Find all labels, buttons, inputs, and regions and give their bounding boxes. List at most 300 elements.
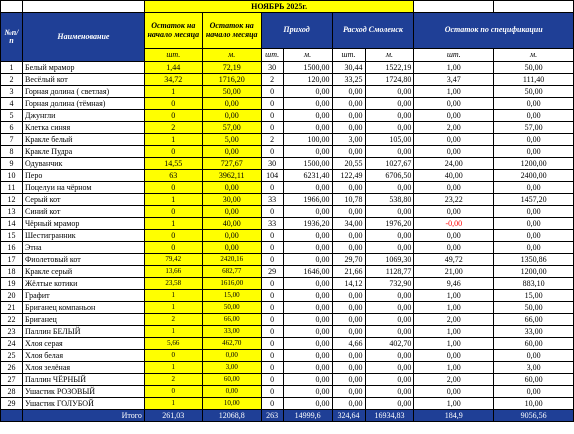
row-expense-m[interactable]: 0,00 — [365, 350, 414, 362]
row-number[interactable]: 2 — [1, 74, 23, 86]
row-balance-qty[interactable]: 1,00 — [414, 302, 494, 314]
row-expense-m[interactable]: 1069,30 — [365, 254, 414, 266]
row-number[interactable]: 3 — [1, 86, 23, 98]
row-expense-qty[interactable]: 14,12 — [332, 278, 365, 290]
row-balance-m[interactable]: 0,00 — [494, 110, 574, 122]
row-balance-qty[interactable]: 24,00 — [414, 158, 494, 170]
row-income-qty[interactable]: 0 — [261, 230, 283, 242]
title-right-blank-2[interactable] — [494, 1, 574, 13]
row-opening-qty[interactable]: 1 — [144, 362, 202, 374]
row-expense-qty[interactable]: 0,00 — [332, 242, 365, 254]
row-number[interactable]: 15 — [1, 230, 23, 242]
row-expense-qty[interactable]: 0,00 — [332, 290, 365, 302]
row-expense-qty[interactable]: 20,55 — [332, 158, 365, 170]
row-balance-qty[interactable]: 2,00 — [414, 374, 494, 386]
title-left-blank-2[interactable] — [22, 1, 144, 13]
row-balance-m[interactable]: 0,00 — [494, 206, 574, 218]
row-balance-qty[interactable]: 0,00 — [414, 242, 494, 254]
row-expense-m[interactable]: 0,00 — [365, 86, 414, 98]
row-balance-m[interactable]: 60,00 — [494, 338, 574, 350]
row-income-m[interactable]: 0,00 — [283, 254, 332, 266]
row-expense-m[interactable]: 0,00 — [365, 386, 414, 398]
row-income-qty[interactable]: 0 — [261, 110, 283, 122]
row-opening-m[interactable]: 682,77 — [202, 266, 261, 278]
row-opening-qty[interactable]: 63 — [144, 170, 202, 182]
row-opening-m[interactable]: 0,00 — [202, 98, 261, 110]
row-opening-qty[interactable]: 1 — [144, 398, 202, 410]
row-income-m[interactable]: 0,00 — [283, 374, 332, 386]
row-name[interactable]: Графит — [22, 290, 144, 302]
row-balance-qty[interactable]: 0,00 — [414, 98, 494, 110]
row-expense-qty[interactable]: 0,00 — [332, 314, 365, 326]
row-expense-qty[interactable]: 0,00 — [332, 326, 365, 338]
row-balance-qty[interactable]: 40,00 — [414, 170, 494, 182]
row-opening-qty[interactable]: 34,72 — [144, 74, 202, 86]
unit-income-m[interactable]: м. — [283, 49, 332, 62]
row-number[interactable]: 19 — [1, 278, 23, 290]
row-expense-qty[interactable]: 0,00 — [332, 374, 365, 386]
row-income-qty[interactable]: 0 — [261, 242, 283, 254]
totals-opening-qty[interactable]: 261,03 — [144, 410, 202, 422]
header-balance[interactable]: Остаток по спецификации — [414, 13, 574, 49]
row-balance-qty[interactable]: 23,22 — [414, 194, 494, 206]
row-expense-m[interactable]: 0,00 — [365, 398, 414, 410]
row-opening-m[interactable]: 72,19 — [202, 62, 261, 74]
row-income-m[interactable]: 1500,00 — [283, 62, 332, 74]
row-balance-m[interactable]: 15,00 — [494, 290, 574, 302]
row-opening-m[interactable]: 0,00 — [202, 182, 261, 194]
totals-income-qty[interactable]: 263 — [261, 410, 283, 422]
row-balance-m[interactable]: 883,10 — [494, 278, 574, 290]
row-opening-m[interactable]: 3962,11 — [202, 170, 261, 182]
row-opening-m[interactable]: 30,00 — [202, 194, 261, 206]
row-balance-qty[interactable]: 2,00 — [414, 122, 494, 134]
row-balance-qty[interactable]: 1,00 — [414, 338, 494, 350]
row-name[interactable]: Паллин БЕЛЫЙ — [22, 326, 144, 338]
row-opening-m[interactable]: 15,00 — [202, 290, 261, 302]
row-expense-qty[interactable]: 4,66 — [332, 338, 365, 350]
row-income-m[interactable]: 0,00 — [283, 362, 332, 374]
row-expense-qty[interactable]: 0,00 — [332, 122, 365, 134]
row-expense-m[interactable]: 0,00 — [365, 110, 414, 122]
row-income-qty[interactable]: 0 — [261, 122, 283, 134]
row-expense-qty[interactable]: 29,70 — [332, 254, 365, 266]
row-income-m[interactable]: 1936,20 — [283, 218, 332, 230]
unit-expense-m[interactable]: м. — [365, 49, 414, 62]
row-name[interactable]: Ушастик ГОЛУБОЙ — [22, 398, 144, 410]
row-opening-qty[interactable]: 0 — [144, 98, 202, 110]
row-balance-m[interactable]: 60,00 — [494, 374, 574, 386]
row-opening-qty[interactable]: 13,66 — [144, 266, 202, 278]
row-name[interactable]: Шестигранник — [22, 230, 144, 242]
row-balance-qty[interactable]: 0,00 — [414, 182, 494, 194]
row-balance-m[interactable]: 50,00 — [494, 62, 574, 74]
row-expense-m[interactable]: 0,00 — [365, 362, 414, 374]
row-balance-m[interactable]: 0,00 — [494, 242, 574, 254]
unit-income-sht[interactable]: шт. — [261, 49, 283, 62]
row-expense-m[interactable]: 732,90 — [365, 278, 414, 290]
row-income-m[interactable]: 0,00 — [283, 350, 332, 362]
row-opening-qty[interactable]: 1,44 — [144, 62, 202, 74]
row-balance-qty[interactable]: 1,00 — [414, 86, 494, 98]
row-name[interactable]: Горная долина ( светлая) — [22, 86, 144, 98]
row-income-qty[interactable]: 30 — [261, 158, 283, 170]
row-expense-qty[interactable]: 0,00 — [332, 398, 365, 410]
row-opening-qty[interactable]: 1 — [144, 302, 202, 314]
header-num[interactable]: №п/п — [1, 13, 23, 62]
row-income-qty[interactable]: 0 — [261, 254, 283, 266]
row-balance-m[interactable]: 0,00 — [494, 146, 574, 158]
row-income-m[interactable]: 1500,00 — [283, 158, 332, 170]
row-balance-m[interactable]: 1200,00 — [494, 266, 574, 278]
row-number[interactable]: 16 — [1, 242, 23, 254]
totals-balance-m[interactable]: 9056,56 — [494, 410, 574, 422]
row-number[interactable]: 22 — [1, 314, 23, 326]
unit-opening-sht[interactable]: шт. — [144, 49, 202, 62]
row-expense-qty[interactable]: 10,78 — [332, 194, 365, 206]
row-income-qty[interactable]: 0 — [261, 278, 283, 290]
row-balance-qty[interactable]: 1,00 — [414, 290, 494, 302]
row-opening-m[interactable]: 66,00 — [202, 314, 261, 326]
row-name[interactable]: Паллин ЧЁРНЫЙ — [22, 374, 144, 386]
row-opening-m[interactable]: 0,00 — [202, 146, 261, 158]
row-expense-m[interactable]: 538,80 — [365, 194, 414, 206]
row-income-m[interactable]: 0,00 — [283, 326, 332, 338]
header-opening-qty[interactable]: Остаток на начало месяца — [144, 13, 202, 49]
row-name[interactable]: Бриганец — [22, 314, 144, 326]
row-balance-m[interactable]: 0,00 — [494, 230, 574, 242]
row-income-m[interactable]: 0,00 — [283, 314, 332, 326]
row-expense-m[interactable]: 1724,80 — [365, 74, 414, 86]
row-number[interactable]: 24 — [1, 338, 23, 350]
row-opening-qty[interactable]: 14,55 — [144, 158, 202, 170]
row-opening-qty[interactable]: 0 — [144, 350, 202, 362]
row-balance-qty[interactable]: 21,00 — [414, 266, 494, 278]
row-income-qty[interactable]: 0 — [261, 362, 283, 374]
row-balance-qty[interactable]: 0,00 — [414, 230, 494, 242]
row-name[interactable]: Кракле серый — [22, 266, 144, 278]
header-income[interactable]: Приход — [261, 13, 332, 49]
row-number[interactable]: 8 — [1, 146, 23, 158]
sheet-title[interactable]: НОЯБРЬ 2025г. — [144, 1, 414, 13]
row-balance-m[interactable]: 0,00 — [494, 134, 574, 146]
totals-label[interactable]: Итого — [22, 410, 144, 422]
row-opening-qty[interactable]: 0 — [144, 206, 202, 218]
row-number[interactable]: 11 — [1, 182, 23, 194]
row-income-m[interactable]: 6231,40 — [283, 170, 332, 182]
totals-expense-m[interactable]: 16934,83 — [365, 410, 414, 422]
row-balance-qty[interactable]: 0,00 — [414, 134, 494, 146]
row-number[interactable]: 26 — [1, 362, 23, 374]
row-opening-qty[interactable]: 0 — [144, 242, 202, 254]
row-opening-qty[interactable]: 0 — [144, 146, 202, 158]
row-income-m[interactable]: 0,00 — [283, 86, 332, 98]
row-balance-qty[interactable]: 0,00 — [414, 206, 494, 218]
row-opening-qty[interactable]: 1 — [144, 86, 202, 98]
header-name[interactable]: Наименование — [22, 13, 144, 62]
row-balance-qty[interactable]: 9,46 — [414, 278, 494, 290]
row-opening-qty[interactable]: 1 — [144, 326, 202, 338]
row-opening-m[interactable]: 60,00 — [202, 374, 261, 386]
row-income-m[interactable]: 0,00 — [283, 182, 332, 194]
row-income-qty[interactable]: 0 — [261, 290, 283, 302]
row-balance-qty[interactable]: 0,00 — [414, 146, 494, 158]
row-opening-qty[interactable]: 2 — [144, 122, 202, 134]
row-balance-m[interactable]: 3,00 — [494, 362, 574, 374]
row-name[interactable]: Серый кот — [22, 194, 144, 206]
row-balance-m[interactable]: 66,00 — [494, 314, 574, 326]
row-income-qty[interactable]: 0 — [261, 86, 283, 98]
row-number[interactable]: 4 — [1, 98, 23, 110]
row-income-qty[interactable]: 0 — [261, 386, 283, 398]
row-expense-m[interactable]: 0,00 — [365, 98, 414, 110]
row-balance-qty[interactable]: 1,00 — [414, 62, 494, 74]
row-opening-m[interactable]: 0,00 — [202, 386, 261, 398]
title-right-blank[interactable] — [414, 1, 494, 13]
row-number[interactable]: 21 — [1, 302, 23, 314]
row-expense-m[interactable]: 0,00 — [365, 290, 414, 302]
row-balance-qty[interactable]: 2,00 — [414, 314, 494, 326]
row-name[interactable]: Одуванчик — [22, 158, 144, 170]
row-income-m[interactable]: 0,00 — [283, 290, 332, 302]
row-income-qty[interactable]: 0 — [261, 326, 283, 338]
row-income-m[interactable]: 0,00 — [283, 230, 332, 242]
row-expense-m[interactable]: 0,00 — [365, 314, 414, 326]
row-expense-qty[interactable]: 0,00 — [332, 110, 365, 122]
row-expense-m[interactable]: 0,00 — [365, 146, 414, 158]
row-opening-qty[interactable]: 5,66 — [144, 338, 202, 350]
row-income-m[interactable]: 0,00 — [283, 242, 332, 254]
row-income-qty[interactable]: 0 — [261, 314, 283, 326]
row-income-qty[interactable]: 33 — [261, 218, 283, 230]
totals-opening-m[interactable]: 12068,8 — [202, 410, 261, 422]
row-number[interactable]: 14 — [1, 218, 23, 230]
row-opening-m[interactable]: 727,67 — [202, 158, 261, 170]
totals-balance-qty[interactable]: 184,9 — [414, 410, 494, 422]
row-balance-m[interactable]: 10,00 — [494, 398, 574, 410]
row-balance-qty[interactable]: 3,47 — [414, 74, 494, 86]
row-expense-qty[interactable]: 0,00 — [332, 362, 365, 374]
title-left-blank[interactable] — [1, 1, 23, 13]
row-income-m[interactable]: 0,00 — [283, 110, 332, 122]
row-income-m[interactable]: 0,00 — [283, 146, 332, 158]
row-opening-m[interactable]: 50,00 — [202, 86, 261, 98]
row-number[interactable]: 10 — [1, 170, 23, 182]
row-income-qty[interactable]: 0 — [261, 302, 283, 314]
row-income-qty[interactable]: 0 — [261, 374, 283, 386]
row-opening-qty[interactable]: 0 — [144, 182, 202, 194]
row-name[interactable]: Клетка синяя — [22, 122, 144, 134]
row-number[interactable]: 20 — [1, 290, 23, 302]
unit-balance-sht[interactable]: шт. — [414, 49, 494, 62]
row-expense-m[interactable]: 1128,77 — [365, 266, 414, 278]
row-expense-qty[interactable]: 0,00 — [332, 182, 365, 194]
row-balance-qty[interactable]: 1,00 — [414, 362, 494, 374]
row-balance-m[interactable]: 0,00 — [494, 386, 574, 398]
row-income-m[interactable]: 100,00 — [283, 134, 332, 146]
row-expense-qty[interactable]: 0,00 — [332, 302, 365, 314]
row-number[interactable]: 6 — [1, 122, 23, 134]
row-income-qty[interactable]: 0 — [261, 398, 283, 410]
row-opening-qty[interactable]: 1 — [144, 290, 202, 302]
row-income-qty[interactable]: 2 — [261, 134, 283, 146]
row-balance-qty[interactable]: 1,00 — [414, 398, 494, 410]
row-name[interactable]: Жёлтые котики — [22, 278, 144, 290]
row-name[interactable]: Белый мрамор — [22, 62, 144, 74]
row-name[interactable]: Хлоя зелёная — [22, 362, 144, 374]
row-expense-qty[interactable]: 0,00 — [332, 206, 365, 218]
row-balance-m[interactable]: 1200,00 — [494, 158, 574, 170]
row-opening-m[interactable]: 33,00 — [202, 326, 261, 338]
row-name[interactable]: Горная долина (тёмная) — [22, 98, 144, 110]
header-opening-m[interactable]: Остаток на начало месяца — [202, 13, 261, 49]
row-expense-qty[interactable]: 0,00 — [332, 98, 365, 110]
row-income-qty[interactable]: 104 — [261, 170, 283, 182]
row-expense-qty[interactable]: 0,00 — [332, 230, 365, 242]
row-income-m[interactable]: 0,00 — [283, 206, 332, 218]
row-expense-m[interactable]: 0,00 — [365, 230, 414, 242]
row-opening-qty[interactable]: 1 — [144, 218, 202, 230]
row-number[interactable]: 23 — [1, 326, 23, 338]
row-opening-m[interactable]: 0,00 — [202, 206, 261, 218]
row-name[interactable]: Этна — [22, 242, 144, 254]
row-opening-qty[interactable]: 0 — [144, 386, 202, 398]
header-expense[interactable]: Расход Смоленск — [332, 13, 414, 49]
row-balance-qty[interactable]: 0,00 — [414, 110, 494, 122]
row-name[interactable]: Поцелуи на чёрном — [22, 182, 144, 194]
row-expense-qty[interactable]: 30,44 — [332, 62, 365, 74]
row-expense-m[interactable]: 0,00 — [365, 122, 414, 134]
row-opening-m[interactable]: 40,00 — [202, 218, 261, 230]
totals-blank[interactable] — [1, 410, 23, 422]
row-expense-m[interactable]: 1027,67 — [365, 158, 414, 170]
row-number[interactable]: 18 — [1, 266, 23, 278]
unit-opening-m[interactable]: м. — [202, 49, 261, 62]
row-expense-qty[interactable]: 0,00 — [332, 350, 365, 362]
row-income-m[interactable]: 0,00 — [283, 278, 332, 290]
row-number[interactable]: 25 — [1, 350, 23, 362]
row-balance-qty[interactable]: 1,00 — [414, 326, 494, 338]
row-expense-m[interactable]: 0,00 — [365, 326, 414, 338]
row-income-m[interactable]: 1646,00 — [283, 266, 332, 278]
row-expense-m[interactable]: 0,00 — [365, 242, 414, 254]
row-income-qty[interactable]: 33 — [261, 194, 283, 206]
row-expense-qty[interactable]: 0,00 — [332, 86, 365, 98]
row-name[interactable]: Ушастик РОЗОВЫЙ — [22, 386, 144, 398]
row-name[interactable]: Хлоя белая — [22, 350, 144, 362]
row-income-m[interactable]: 120,00 — [283, 74, 332, 86]
row-opening-qty[interactable]: 23,58 — [144, 278, 202, 290]
row-name[interactable]: Бриганец компаньон — [22, 302, 144, 314]
row-balance-m[interactable]: 0,00 — [494, 350, 574, 362]
row-opening-qty[interactable]: 1 — [144, 194, 202, 206]
row-name[interactable]: Кракле Пудра — [22, 146, 144, 158]
row-income-m[interactable]: 0,00 — [283, 398, 332, 410]
row-expense-qty[interactable]: 33,25 — [332, 74, 365, 86]
row-balance-m[interactable]: 33,00 — [494, 326, 574, 338]
row-expense-m[interactable]: 0,00 — [365, 206, 414, 218]
row-number[interactable]: 9 — [1, 158, 23, 170]
row-name[interactable]: Хлоя серая — [22, 338, 144, 350]
row-opening-qty[interactable]: 2 — [144, 374, 202, 386]
row-name[interactable]: Весёлый кот — [22, 74, 144, 86]
row-opening-m[interactable]: 0,00 — [202, 230, 261, 242]
row-expense-m[interactable]: 0,00 — [365, 374, 414, 386]
row-balance-m[interactable]: 50,00 — [494, 86, 574, 98]
row-balance-m[interactable]: 0,00 — [494, 218, 574, 230]
row-opening-m[interactable]: 5,00 — [202, 134, 261, 146]
row-income-qty[interactable]: 0 — [261, 206, 283, 218]
row-income-qty[interactable]: 0 — [261, 98, 283, 110]
row-expense-qty[interactable]: 0,00 — [332, 386, 365, 398]
row-balance-m[interactable]: 111,40 — [494, 74, 574, 86]
row-number[interactable]: 28 — [1, 386, 23, 398]
row-balance-m[interactable]: 57,00 — [494, 122, 574, 134]
row-expense-qty[interactable]: 0,00 — [332, 146, 365, 158]
row-opening-qty[interactable]: 0 — [144, 110, 202, 122]
row-expense-m[interactable]: 0,00 — [365, 182, 414, 194]
row-expense-qty[interactable]: 34,00 — [332, 218, 365, 230]
row-number[interactable]: 5 — [1, 110, 23, 122]
row-number[interactable]: 7 — [1, 134, 23, 146]
row-balance-qty[interactable]: 0,00 — [414, 386, 494, 398]
row-income-m[interactable]: 0,00 — [283, 98, 332, 110]
row-number[interactable]: 12 — [1, 194, 23, 206]
row-balance-m[interactable]: 1350,86 — [494, 254, 574, 266]
row-income-qty[interactable]: 29 — [261, 266, 283, 278]
row-opening-m[interactable]: 3,00 — [202, 362, 261, 374]
unit-balance-m[interactable]: м. — [494, 49, 574, 62]
row-income-m[interactable]: 0,00 — [283, 302, 332, 314]
unit-expense-sht[interactable]: шт. — [332, 49, 365, 62]
row-opening-qty[interactable]: 2 — [144, 314, 202, 326]
row-income-qty[interactable]: 0 — [261, 338, 283, 350]
row-number[interactable]: 29 — [1, 398, 23, 410]
row-income-m[interactable]: 0,00 — [283, 122, 332, 134]
row-balance-qty[interactable]: 49,72 — [414, 254, 494, 266]
row-income-qty[interactable]: 0 — [261, 146, 283, 158]
row-name[interactable]: Чёрный мрамор — [22, 218, 144, 230]
row-opening-m[interactable]: 50,00 — [202, 302, 261, 314]
row-expense-qty[interactable]: 122,49 — [332, 170, 365, 182]
row-number[interactable]: 13 — [1, 206, 23, 218]
totals-income-m[interactable]: 14999,6 — [283, 410, 332, 422]
row-opening-m[interactable]: 462,70 — [202, 338, 261, 350]
row-expense-m[interactable]: 1522,19 — [365, 62, 414, 74]
row-opening-qty[interactable]: 0 — [144, 230, 202, 242]
row-expense-qty[interactable]: 21,66 — [332, 266, 365, 278]
row-opening-m[interactable]: 0,00 — [202, 242, 261, 254]
row-income-m[interactable]: 0,00 — [283, 338, 332, 350]
row-opening-m[interactable]: 10,00 — [202, 398, 261, 410]
row-opening-m[interactable]: 0,00 — [202, 110, 261, 122]
row-income-qty[interactable]: 0 — [261, 350, 283, 362]
row-expense-qty[interactable]: 3,00 — [332, 134, 365, 146]
row-income-m[interactable]: 0,00 — [283, 386, 332, 398]
row-balance-qty[interactable]: -0,00 — [414, 218, 494, 230]
row-name[interactable]: Джунгли — [22, 110, 144, 122]
row-name[interactable]: Перо — [22, 170, 144, 182]
row-opening-m[interactable]: 57,00 — [202, 122, 261, 134]
row-number[interactable]: 27 — [1, 374, 23, 386]
row-income-qty[interactable]: 0 — [261, 182, 283, 194]
row-number[interactable]: 1 — [1, 62, 23, 74]
row-balance-m[interactable]: 0,00 — [494, 98, 574, 110]
row-opening-m[interactable]: 2420,16 — [202, 254, 261, 266]
row-opening-m[interactable]: 0,00 — [202, 350, 261, 362]
row-opening-m[interactable]: 1716,20 — [202, 74, 261, 86]
row-opening-qty[interactable]: 79,42 — [144, 254, 202, 266]
